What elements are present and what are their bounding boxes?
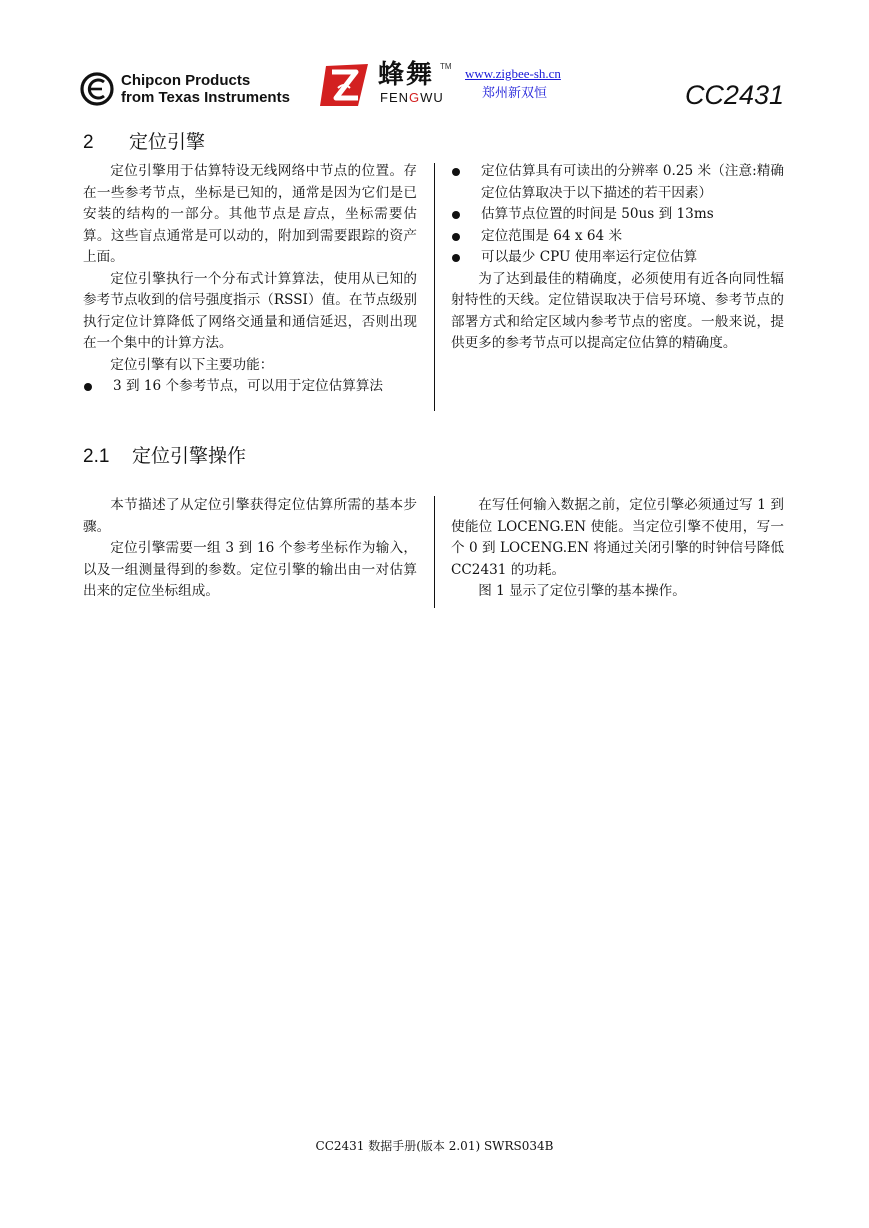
feature-list — [451, 161, 784, 269]
paragraph: 定位引擎有以下主要功能： — [110, 356, 274, 373]
fengwu-en-part1: FEN — [380, 90, 409, 105]
chipcon-logo-line2: from Texas Instruments — [121, 89, 290, 106]
section2-right-column — [451, 161, 784, 355]
paragraph: 本节描述了从定位引擎获得定位估算所需的基本步骤。 — [83, 497, 417, 535]
list-item: 3 到 16 个参考节点，可以用于定位估算算法 — [83, 376, 417, 398]
paragraph: 在写任何输入数据之前，定位引擎必须通过写 1 到使能位 LOCENG.EN 使能。当定位引擎不使用，写一个 0 到 LOCENG.EN 将通过关闭引擎的时钟信号降低 CC2431 的功耗。 — [451, 497, 784, 578]
list-item: 定位范围是 64 x 64 米 — [451, 226, 784, 248]
fengwu-trademark: TM — [440, 62, 452, 71]
section-title: 定位引擎 — [129, 132, 206, 153]
list-item: 定位估算具有可读出的分辨率 0.25 米（注意:精确定位估算取决于以下描述的若干因素） — [451, 161, 784, 204]
section-heading — [83, 127, 205, 154]
website-link[interactable]: www.zigbee-sh.cn — [465, 66, 561, 81]
paragraph-text: 定位引擎用于估算特设无线网络中节点的位置。存在一些参考节点，坐标是已知的，通常是因为它们是已安装的结构的一部分。其他节点是 — [83, 163, 417, 222]
section2-left-column — [83, 161, 417, 398]
paragraph: 定位引擎执行一个分布式计算算法，使用从已知的参考节点收到的信号强度指示（RSSI）值。在节点级别执行定位计算降低了网络交通量和通信延迟，否则出现在一个集中的计算方法。 — [83, 270, 417, 351]
chipcon-logo-icon — [80, 72, 114, 106]
list-item: 估算节点位置的时间是 50us 到 13ms — [451, 204, 784, 226]
fengwu-brand-cn: 蜂舞 — [378, 60, 435, 90]
chipcon-logo-line1: Chipcon Products — [121, 72, 251, 89]
list-item: 可以最少 CPU 使用率运行定位估算 — [451, 247, 784, 269]
subsection-number: 2.1 — [83, 446, 110, 467]
website-company: 郑州新双恒 — [482, 86, 548, 101]
fengwu-brand-en — [380, 90, 444, 105]
fengwu-en-part3: WU — [420, 90, 444, 105]
subsection-heading — [83, 441, 246, 468]
paragraph-text: 点，坐标需要估算。这些盲点通常是可以动的，附加到需要跟踪的资产上面。 — [83, 206, 418, 265]
fengwu-logo-icon — [318, 62, 370, 108]
column-divider — [434, 163, 435, 411]
subsection-title: 定位引擎操作 — [132, 446, 247, 467]
fengwu-en-part2: G — [409, 90, 421, 105]
chipcon-logo-text — [121, 72, 290, 106]
column-divider — [434, 496, 435, 608]
paragraph: 定位引擎需要一组 3 到 16 个参考坐标作为输入，以及一组测量得到的参数。定位引擎的输出由一对估算出来的定位坐标组成。 — [83, 540, 417, 599]
paragraph: 为了达到最佳的精确度，必须使用有近各向同性辐射特性的天线。定位错误取决于信号环境、参考节点的部署方式和给定区域内参考节点的密度。一般来说，提供更多的参考节点可以提高定位估算的精确度。 — [451, 270, 784, 351]
page-header — [0, 0, 869, 120]
feature-list — [83, 376, 417, 398]
page-footer: CC2431 数据手册(版本 2.01) SWRS034B — [315, 1139, 554, 1153]
section2-1-left-column — [83, 495, 417, 603]
section2-1-right-column — [451, 495, 784, 603]
section-number: 2 — [83, 132, 94, 153]
paragraph: 图 1 显示了定位引擎的基本操作。 — [478, 583, 686, 599]
paragraph — [83, 161, 417, 269]
document-id: CC2431 — [684, 80, 784, 110]
emphasis-text: 盲 — [301, 206, 317, 222]
